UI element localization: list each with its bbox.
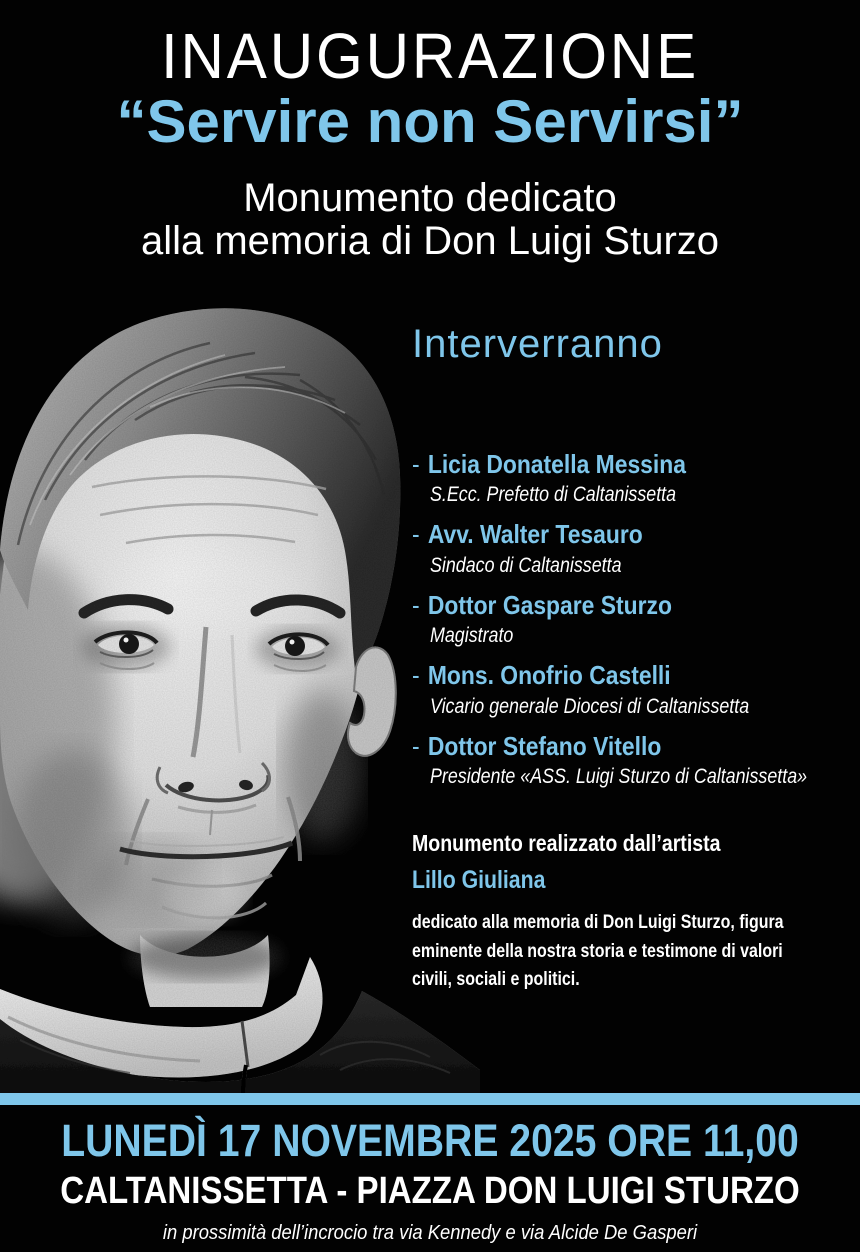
artist-description-line: civili, sociali e politici. — [412, 969, 580, 990]
dedication — [0, 177, 860, 263]
speaker-name — [412, 449, 804, 480]
speaker-name — [412, 660, 804, 691]
dedication-line2: alla memoria di Don Luigi Sturzo — [140, 218, 720, 263]
speaker-item — [412, 731, 858, 790]
portrait-don-luigi-sturzo-sketch — [0, 295, 480, 1095]
speaker-name-text: Dottor Stefano Vitello — [427, 730, 662, 761]
left-eye — [82, 625, 170, 669]
artist-name: Lillo Giuliana — [412, 866, 546, 894]
artist-intro: Monumento realizzato dall’artista — [412, 830, 721, 856]
speaker-list — [412, 449, 858, 790]
poster-title: INAUGURAZIONE — [160, 20, 700, 92]
header — [0, 20, 860, 263]
speaker-name-text: Dottor Gaspare Sturzo — [427, 589, 672, 620]
speaker-item — [412, 590, 858, 649]
speaker-name — [412, 519, 804, 550]
event-datetime: LUNEDÌ 17 NOVEMBRE 2025 ORE 11,00 — [61, 1115, 799, 1166]
list-dash: - — [412, 449, 420, 479]
speaker-name-text: Licia Donatella Messina — [427, 449, 686, 479]
speaker-role: Presidente «ASS. Luigi Sturzo di Caltanissetta» — [430, 764, 808, 788]
speakers-section — [412, 322, 858, 801]
speaker-name — [412, 590, 804, 621]
speaker-item — [412, 660, 858, 719]
speaker-role: Sindaco di Caltanissetta — [430, 553, 622, 577]
speaker-item — [412, 449, 858, 508]
speaker-name — [412, 731, 804, 762]
artist-description-line: dedicato alla memoria di Don Luigi Sturzo, figura — [412, 912, 784, 933]
event-location-detail: in prossimità dell’incrocio tra via Kennedy e via Alcide De Gasperi — [162, 1222, 698, 1244]
artist-description-line: eminente della nostra storia e testimone di valori — [412, 940, 783, 962]
list-dash: - — [412, 730, 420, 761]
speaker-name-text: Mons. Onofrio Castelli — [427, 660, 671, 691]
artist-section — [412, 830, 860, 995]
speaker-role: Vicario generale Diocesi di Caltanissetta — [430, 694, 750, 718]
list-dash: - — [412, 589, 420, 620]
speakers-heading: Interverranno — [412, 322, 663, 366]
list-dash: - — [412, 519, 420, 550]
list-dash: - — [412, 660, 420, 691]
speaker-name-text: Avv. Walter Tesauro — [427, 519, 643, 550]
speaker-item — [412, 519, 858, 578]
dedication-line1: Monumento dedicato — [243, 175, 617, 220]
divider-bar — [0, 1093, 860, 1105]
speaker-role: S.Ecc. Prefetto di Caltanissetta — [430, 483, 677, 507]
artist-description — [412, 909, 860, 995]
footer — [0, 1105, 860, 1252]
speaker-role: Magistrato — [430, 624, 514, 648]
poster-subtitle: “Servire non Servirsi” — [116, 88, 744, 155]
event-location: CALTANISSETTA - PIAZZA DON LUIGI STURZO — [60, 1170, 800, 1212]
